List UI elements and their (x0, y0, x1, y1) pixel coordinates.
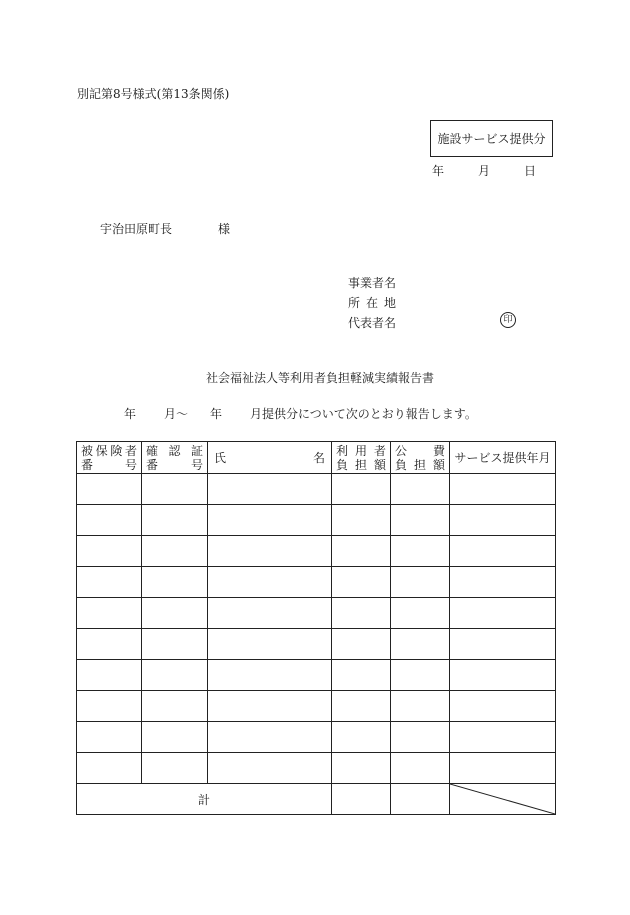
period-month-1: 月〜 (164, 407, 189, 421)
period-line (124, 405, 477, 422)
insured-number-cell[interactable] (77, 753, 142, 784)
service-month-cell[interactable] (450, 629, 556, 660)
period-text: 月提供分について次のとおり報告します。 (250, 407, 477, 421)
public-burden-cell[interactable] (391, 629, 450, 660)
table-row (77, 567, 556, 598)
insured-number-cell[interactable] (77, 660, 142, 691)
total-label-cell (77, 784, 332, 815)
header-char: 担 (354, 457, 367, 472)
service-type-box (430, 120, 553, 157)
user-burden-cell[interactable] (332, 722, 391, 753)
header-char: 被 (81, 443, 94, 458)
header-char: 負 (395, 457, 408, 472)
user-burden-cell[interactable] (332, 598, 391, 629)
business-location-label: 所在地 (348, 296, 403, 310)
total-row (77, 784, 556, 815)
cert-number-cell[interactable] (142, 505, 208, 536)
name-cell[interactable] (208, 505, 332, 536)
name-cell[interactable] (208, 474, 332, 505)
header-public-burden (391, 442, 450, 474)
insured-number-cell[interactable] (77, 722, 142, 753)
user-burden-cell[interactable] (332, 691, 391, 722)
header-insured-number (77, 442, 142, 474)
public-burden-cell[interactable] (391, 722, 450, 753)
service-month-cell[interactable] (450, 722, 556, 753)
header-char: 者 (124, 443, 137, 458)
public-burden-cell[interactable] (391, 691, 450, 722)
service-type-label: 施設サービス提供分 (437, 132, 546, 146)
name-cell[interactable] (208, 722, 332, 753)
insured-number-cell[interactable] (77, 567, 142, 598)
service-month-cell[interactable] (450, 598, 556, 629)
service-month-cell[interactable] (450, 753, 556, 784)
period-year-2: 年 (210, 407, 223, 421)
cert-number-cell[interactable] (142, 629, 208, 660)
service-month-cell[interactable] (450, 474, 556, 505)
name-cell[interactable] (208, 691, 332, 722)
public-burden-cell[interactable] (391, 753, 450, 784)
service-month-cell[interactable] (450, 505, 556, 536)
report-table (76, 441, 556, 815)
header-char: 確 (146, 443, 159, 458)
cert-number-cell[interactable] (142, 474, 208, 505)
header-char: 険 (110, 443, 123, 458)
name-cell[interactable] (208, 660, 332, 691)
header-service-month-label: サービス提供年月 (454, 451, 551, 465)
public-burden-cell[interactable] (391, 598, 450, 629)
header-char: 保 (95, 443, 108, 458)
table-row (77, 536, 556, 567)
insured-number-cell[interactable] (77, 629, 142, 660)
representative-label: 代表者名 (348, 316, 397, 330)
user-burden-cell[interactable] (332, 629, 391, 660)
cert-number-cell[interactable] (142, 691, 208, 722)
cert-number-cell[interactable] (142, 536, 208, 567)
table-row (77, 629, 556, 660)
header-char: 額 (373, 457, 386, 472)
insured-number-cell[interactable] (77, 691, 142, 722)
addressee-name: 宇治田原町長 (100, 222, 173, 236)
insured-number-cell[interactable] (77, 474, 142, 505)
header-char: 者 (373, 443, 386, 458)
header-char: 公 (395, 443, 408, 458)
header-char: 認 (168, 443, 181, 458)
public-burden-cell[interactable] (391, 660, 450, 691)
header-char: 利 (336, 443, 349, 458)
public-burden-cell[interactable] (391, 567, 450, 598)
insured-number-cell[interactable] (77, 536, 142, 567)
header-char: 証 (190, 443, 203, 458)
cert-number-cell[interactable] (142, 598, 208, 629)
header-char: 番 (81, 457, 94, 472)
table-row (77, 474, 556, 505)
insured-number-cell[interactable] (77, 598, 142, 629)
cert-number-cell[interactable] (142, 567, 208, 598)
date-line (432, 162, 536, 179)
cert-number-cell[interactable] (142, 753, 208, 784)
table-header-row (77, 442, 556, 474)
name-cell[interactable] (208, 598, 332, 629)
document-title: 社会福祉法人等利用者負担軽減実績報告書 (205, 371, 434, 385)
header-name (208, 442, 332, 474)
period-year-1: 年 (124, 407, 137, 421)
service-month-cell[interactable] (450, 536, 556, 567)
table-row (77, 753, 556, 784)
user-burden-cell[interactable] (332, 505, 391, 536)
header-cert-number (142, 442, 208, 474)
table-row (77, 660, 556, 691)
seal-mark: 印 (500, 312, 516, 328)
cert-number-cell[interactable] (142, 722, 208, 753)
table-row (77, 722, 556, 753)
header-char: 負 (336, 457, 349, 472)
header-user-burden (332, 442, 391, 474)
date-year: 年 (432, 164, 445, 178)
header-char: 番 (146, 457, 159, 472)
table-body (77, 474, 556, 784)
total-service-month-cell (450, 784, 556, 815)
user-burden-cell[interactable] (332, 536, 391, 567)
service-month-cell[interactable] (450, 691, 556, 722)
public-burden-cell[interactable] (391, 536, 450, 567)
cert-number-cell[interactable] (142, 660, 208, 691)
user-burden-cell[interactable] (332, 660, 391, 691)
total-label: 計 (197, 792, 210, 807)
header-char: 号 (124, 457, 137, 472)
user-burden-cell[interactable] (332, 474, 391, 505)
service-month-cell[interactable] (450, 567, 556, 598)
name-cell[interactable] (208, 567, 332, 598)
total-user-burden-cell[interactable] (332, 784, 391, 815)
header-service-month (450, 442, 556, 474)
total-public-burden-cell[interactable] (391, 784, 450, 815)
header-char: 名 (312, 451, 325, 465)
header-char: 担 (413, 457, 426, 472)
user-burden-cell[interactable] (332, 567, 391, 598)
header-char: 号 (190, 457, 203, 472)
user-burden-cell[interactable] (332, 753, 391, 784)
public-burden-cell[interactable] (391, 505, 450, 536)
service-month-cell[interactable] (450, 660, 556, 691)
form-reference: 別記第8号様式(第13条関係) (77, 87, 230, 101)
date-day: 日 (524, 164, 537, 178)
name-cell[interactable] (208, 536, 332, 567)
header-char: 額 (432, 457, 445, 472)
table-row (77, 505, 556, 536)
header-char: 費 (432, 443, 445, 458)
table-row (77, 691, 556, 722)
name-cell[interactable] (208, 753, 332, 784)
table-row (77, 598, 556, 629)
public-burden-cell[interactable] (391, 474, 450, 505)
header-char: 氏 (214, 451, 227, 465)
insured-number-cell[interactable] (77, 505, 142, 536)
date-month: 月 (478, 164, 491, 178)
diagonal-strike-line (450, 784, 555, 814)
header-char: 用 (354, 443, 367, 458)
name-cell[interactable] (208, 629, 332, 660)
business-name-label: 事業者名 (348, 276, 397, 290)
addressee-suffix: 様 (218, 222, 231, 236)
